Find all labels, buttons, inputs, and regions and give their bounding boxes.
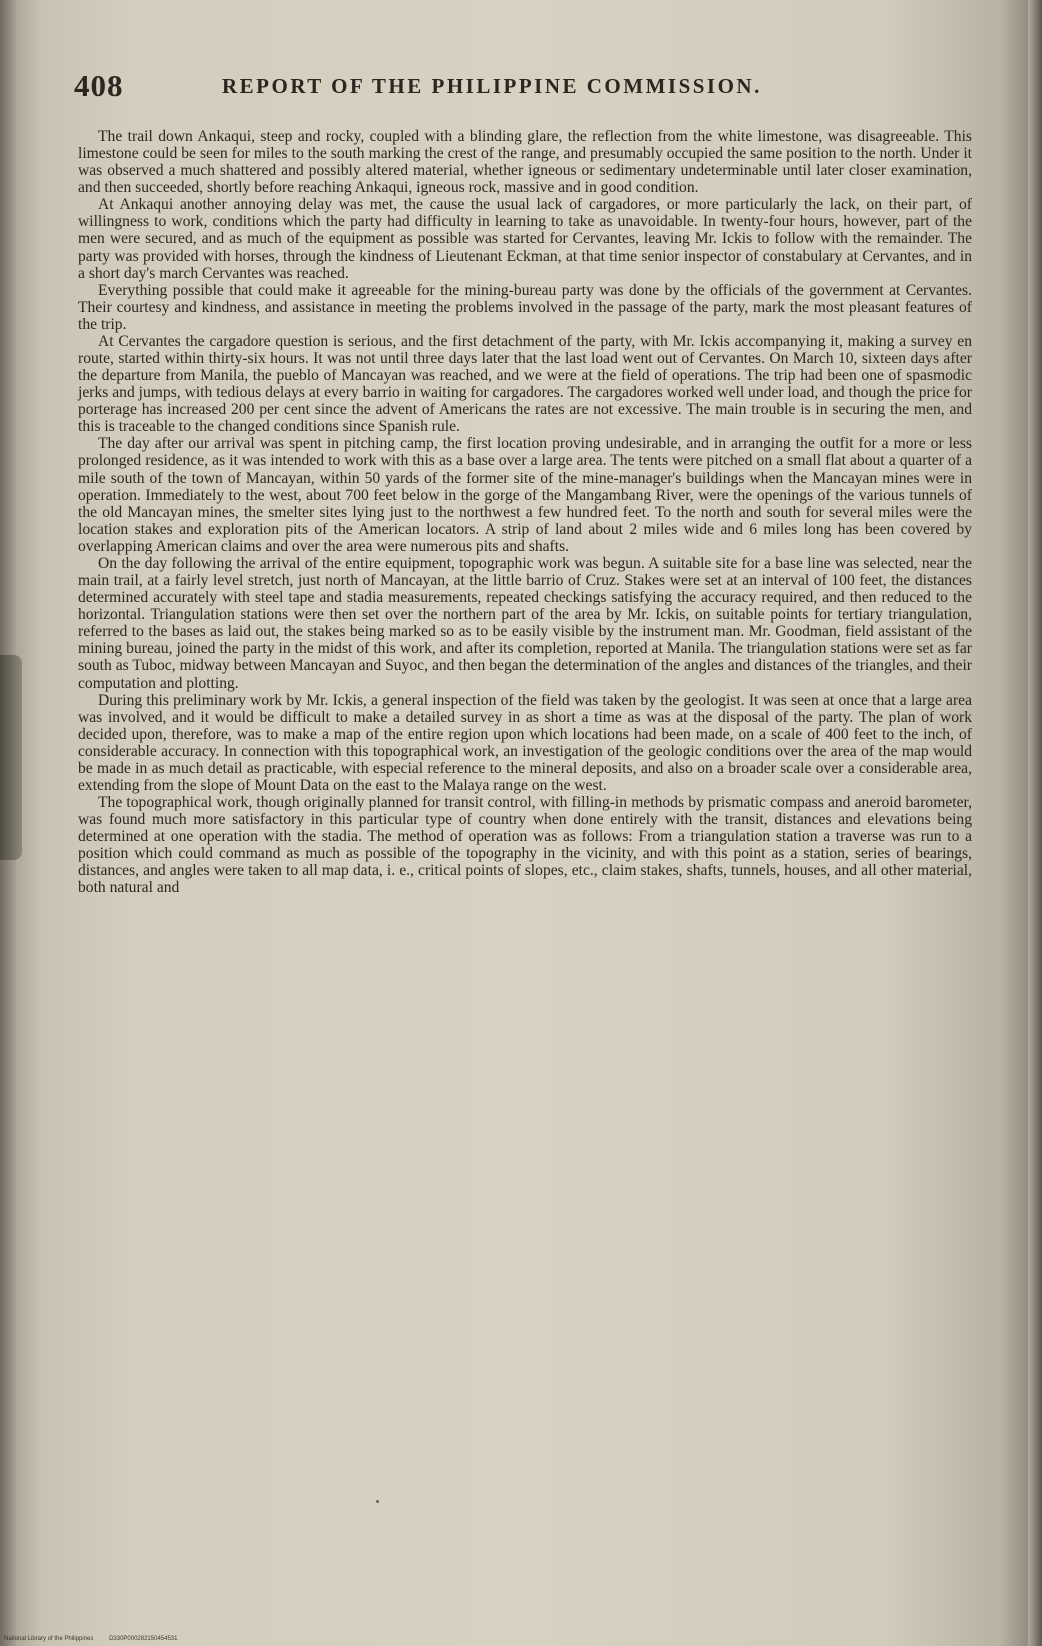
footer-library: National Library of the Philippines xyxy=(4,1636,94,1642)
binding-tab xyxy=(0,655,22,860)
paragraph: The day after our arrival was spent in pitching camp, the first location proving undesirable, and in arranging the outfit for a more or less prolonged residence, as it was intended to work with this as a base over a large area. The tents were pitched on a small flat about a quarter of a mile south of the town of Mancayan, within 50 yards of the former site of the mine-manager's buildings when the Mancayan mines were in operation. Immediately to the west, about 700 feet below in the gorge of the Mangambang River, were the openings of the various tunnels of the old Mancayan mines, the smelter sites lying just to the northwest a few hundred feet. To the north and south for several miles were the location stakes and exploration pits of the American locators. A strip of land about 2 miles wide and 6 miles long has been covered by overlapping American claims and over the area were numerous pits and shafts. xyxy=(78,435,972,555)
paragraph: The trail down Ankaqui, steep and rocky, coupled with a blinding glare, the reflection from the white limestone, was disagreeable. This limestone could be seen for miles to the south marking the crest of the range, and presumably occupied the same position to the north. Under it was observed a much shattered and possibly altered material, whether igneous or sedimentary undeterminable until later closer examination, and then succeeded, shortly before reaching Ankaqui, igneous rock, massive and in good condition. xyxy=(78,128,972,197)
page-edge-shadow xyxy=(1028,0,1042,1646)
page-header xyxy=(74,66,954,106)
running-head: REPORT OF THE PHILIPPINE COMMISSION. xyxy=(222,74,762,98)
paragraph: On the day following the arrival of the entire equipment, topographic work was begun. A suitable site for a base line was selected, near the main trail, at a fairly level stretch, just north of Mancayan, at the little barrio of Cruz. Stakes were set at an interval of 100 feet, the distances determined accurately with steel tape and stadia measurements, repeated checkings satisfying the accuracy required, and then reduced to the horizontal. Triangulation stations were then set over the northern part of the area by Mr. Ickis, on suitable points for tertiary triangulation, referred to the bases as laid out, the stakes being marked so as to be easily visible by the instrument man. Mr. Goodman, field assistant of the mining bureau, joined the party in the midst of this work, and after its completion, reported at Manila. The triangulation stations were set as far south as Tuboc, midway between Mancayan and Suyoc, and then began the determination of the angles and distances of the triangles, and their computation and plotting. xyxy=(78,554,972,692)
footer-identifier: D330P000282150454531 xyxy=(109,1636,178,1642)
scan-footer xyxy=(4,1636,191,1642)
paragraph: Everything possible that could make it agreeable for the mining-bureau party was done by the officials of the government at Cervantes. Their courtesy and kindness, and assistance in meeting the problems involved in the passage of the party, mark the most pleasant features of the trip. xyxy=(78,281,972,333)
paragraph: The topographical work, though originally planned for transit control, with filling-in methods by prismatic compass and aneroid barometer, was found much more satisfactory in this particular type of country when done entirely with the transit, distances and elevations being determined at one operation with the stadia. The method of operation was as follows: From a triangulation station a traverse was run to a position which could command as much as possible of the topography in the vicinity, and with this point as a station, series of bearings, distances, and angles were taken to all map data, i. e., critical points of slopes, etc., claim stakes, shafts, tunnels, houses, and all other material, both natural and xyxy=(78,794,972,897)
paper-speck xyxy=(376,1500,379,1503)
page-number: 408 xyxy=(74,68,124,103)
paragraph: During this preliminary work by Mr. Ickis, a general inspection of the field was taken by the geologist. It was seen at once that a large area was involved, and it would be difficult to make a detailed survey in as short a time as was at the disposal of the party. The plan of work decided upon, therefore, was to make a map of the entire region upon which locations had been made, on a scale of 400 feet to the inch, of considerable accuracy. In connection with this topographical work, an investigation of the geologic conditions over the area of the map would be made in as much detail as practicable, with especial reference to the mineral deposits, and also on a broader scale over a considerable area, extending from the slope of Mount Data on the east to the Malaya range on the west. xyxy=(78,691,972,794)
body-text xyxy=(78,128,972,897)
paragraph: At Ankaqui another annoying delay was met, the cause the usual lack of cargadores, or more particularly the lack, on their part, of willingness to work, conditions which the party had difficulty in learning to take as unavoidable. In twenty-four hours, however, part of the men were secured, and as much of the equipment as possible was started for Cervantes, leaving Mr. Ickis to follow with the remainder. The party was provided with horses, through the kindness of Lieutenant Eckman, at that time senior inspector of constabulary at Cervantes, and in a short day's march Cervantes was reached. xyxy=(78,196,972,282)
paragraph: At Cervantes the cargadore question is serious, and the first detachment of the party, with Mr. Ickis accompanying it, making a survey en route, started within thirty-six hours. It was not until three days later that the last load went out of Cervantes. On March 10, sixteen days after the departure from Manila, the pueblo of Mancayan was reached, and we were at the field of operations. The trip had been one of spasmodic jerks and jumps, with tedious delays at every barrio in waiting for cargadores. The cargadores worked well under load, and though the price for porterage has increased 200 per cent since the advent of Americans the rates are not excessive. The main trouble is in securing the men, and this is traceable to the changed conditions since Spanish rule. xyxy=(78,332,972,436)
